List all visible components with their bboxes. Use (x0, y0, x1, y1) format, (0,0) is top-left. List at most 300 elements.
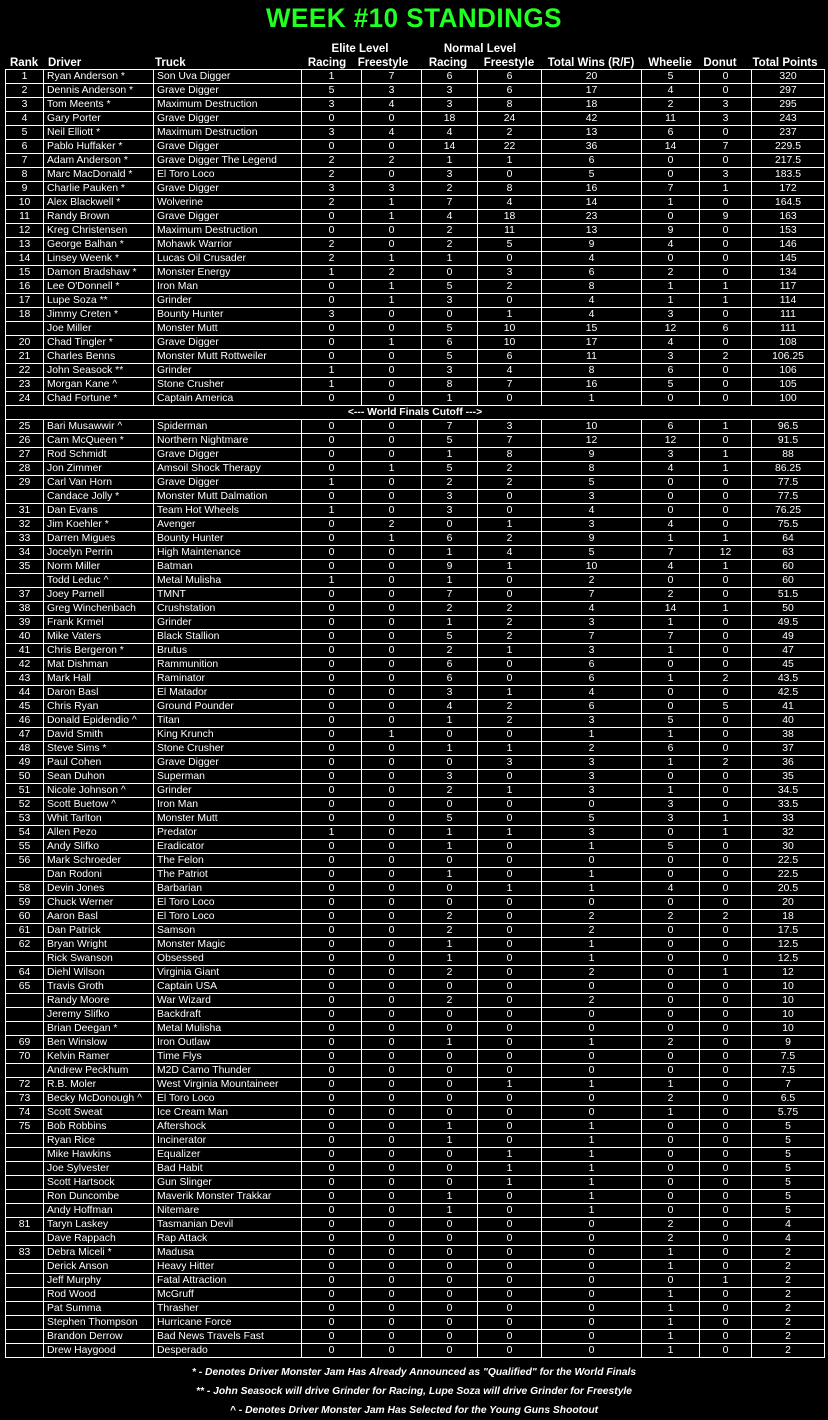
cell-total-points: 22.5 (751, 854, 825, 867)
cell-total-wins: 4 (541, 252, 641, 265)
cell-total-points: 2 (751, 1344, 825, 1357)
cell-driver: Dennis Anderson * (43, 84, 153, 97)
cell-wheelie: 14 (641, 602, 699, 615)
cell-truck: Grave Digger (153, 210, 301, 223)
table-row (5, 756, 825, 770)
cell-total-wins: 5 (541, 476, 641, 489)
cell-elite-freestyle: 0 (361, 378, 421, 391)
cell-donut: 0 (699, 1302, 751, 1315)
cell-rank: 64 (5, 966, 43, 979)
cell-normal-freestyle: 8 (477, 98, 541, 111)
cell-total-points: 49.5 (751, 616, 825, 629)
cell-wheelie: 0 (641, 826, 699, 839)
cell-wheelie: 5 (641, 840, 699, 853)
cell-normal-racing: 5 (421, 812, 477, 825)
cell-normal-racing: 5 (421, 350, 477, 363)
cell-wheelie: 1 (641, 1260, 699, 1273)
table-row (5, 238, 825, 252)
cell-elite-racing: 0 (301, 140, 361, 153)
cell-donut: 2 (699, 756, 751, 769)
cell-elite-racing: 0 (301, 490, 361, 503)
table-row (5, 1260, 825, 1274)
cell-driver: Alex Blackwell * (43, 196, 153, 209)
cell-normal-freestyle: 3 (477, 420, 541, 433)
cell-rank: 1 (5, 70, 43, 83)
cell-normal-freestyle: 24 (477, 112, 541, 125)
cell-normal-freestyle: 0 (477, 770, 541, 783)
cell-normal-freestyle: 2 (477, 280, 541, 293)
cell-normal-freestyle: 1 (477, 154, 541, 167)
cell-wheelie: 5 (641, 378, 699, 391)
cell-elite-racing: 0 (301, 294, 361, 307)
cell-normal-freestyle: 0 (477, 1344, 541, 1357)
cell-elite-freestyle: 0 (361, 868, 421, 881)
cell-normal-racing: 0 (421, 1344, 477, 1357)
cell-donut: 0 (699, 1190, 751, 1203)
cell-truck: Mohawk Warrior (153, 238, 301, 251)
cell-donut: 1 (699, 294, 751, 307)
cell-elite-freestyle: 0 (361, 924, 421, 937)
cell-elite-freestyle: 0 (361, 938, 421, 951)
header-wheelie: Wheelie (648, 57, 692, 69)
cell-elite-racing: 1 (301, 476, 361, 489)
cell-wheelie: 1 (641, 644, 699, 657)
cell-driver: Drew Haygood (43, 1344, 153, 1357)
table-row (5, 616, 825, 630)
cell-truck: Thrasher (153, 1302, 301, 1315)
cell-normal-freestyle: 0 (477, 1260, 541, 1273)
header-elite-racing: Racing (307, 57, 347, 69)
cell-total-points: 320 (751, 70, 825, 83)
table-row (5, 812, 825, 826)
table-row (5, 1176, 825, 1190)
cell-elite-racing: 0 (301, 868, 361, 881)
cell-donut: 0 (699, 504, 751, 517)
cell-normal-racing: 4 (421, 700, 477, 713)
cell-rank: 47 (5, 728, 43, 741)
cell-total-wins: 6 (541, 700, 641, 713)
cell-elite-racing: 1 (301, 266, 361, 279)
cell-elite-freestyle: 0 (361, 756, 421, 769)
cell-normal-racing: 3 (421, 98, 477, 111)
cell-elite-freestyle: 2 (361, 266, 421, 279)
cell-total-points: 12 (751, 966, 825, 979)
cell-truck: Brutus (153, 644, 301, 657)
cell-normal-racing: 3 (421, 686, 477, 699)
cell-truck: Grave Digger (153, 140, 301, 153)
cell-elite-racing: 0 (301, 462, 361, 475)
table-row (5, 1092, 825, 1106)
cell-driver: Rod Schmidt (43, 448, 153, 461)
cell-total-wins: 1 (541, 1190, 641, 1203)
cell-donut: 12 (699, 546, 751, 559)
cell-truck: Team Hot Wheels (153, 504, 301, 517)
cell-elite-racing: 0 (301, 1330, 361, 1343)
cell-normal-racing: 0 (421, 1022, 477, 1035)
cell-normal-racing: 0 (421, 854, 477, 867)
cell-total-points: 6.5 (751, 1092, 825, 1105)
cell-driver: Chuck Werner (43, 896, 153, 909)
table-row (5, 364, 825, 378)
cell-elite-freestyle: 0 (361, 714, 421, 727)
cell-truck: Ice Cream Man (153, 1106, 301, 1119)
cell-normal-racing: 7 (421, 196, 477, 209)
cell-rank: 5 (5, 126, 43, 139)
cell-truck: Raminator (153, 672, 301, 685)
cell-total-wins: 7 (541, 630, 641, 643)
cell-rank: 22 (5, 364, 43, 377)
cell-normal-racing: 5 (421, 280, 477, 293)
cell-total-wins: 0 (541, 1330, 641, 1343)
cell-truck: El Toro Loco (153, 1092, 301, 1105)
cell-elite-racing: 0 (301, 700, 361, 713)
cell-elite-freestyle: 0 (361, 1162, 421, 1175)
cell-elite-racing: 0 (301, 686, 361, 699)
cell-driver: Ryan Anderson * (43, 70, 153, 83)
table-row (5, 1008, 825, 1022)
cell-total-wins: 36 (541, 140, 641, 153)
cell-rank (5, 868, 43, 881)
cell-normal-freestyle: 0 (477, 1092, 541, 1105)
cell-normal-racing: 2 (421, 476, 477, 489)
cell-normal-racing: 0 (421, 882, 477, 895)
cell-donut: 0 (699, 714, 751, 727)
cell-total-wins: 3 (541, 490, 641, 503)
cell-elite-freestyle: 0 (361, 1036, 421, 1049)
cell-total-wins: 3 (541, 756, 641, 769)
cell-total-wins: 0 (541, 896, 641, 909)
cell-elite-racing: 0 (301, 644, 361, 657)
cell-total-points: 10 (751, 1022, 825, 1035)
cell-total-wins: 0 (541, 1288, 641, 1301)
cell-normal-racing: 6 (421, 336, 477, 349)
cell-elite-racing: 0 (301, 952, 361, 965)
cell-wheelie: 0 (641, 1274, 699, 1287)
cell-wheelie: 4 (641, 462, 699, 475)
cell-elite-freestyle: 0 (361, 1260, 421, 1273)
cell-rank: 25 (5, 420, 43, 433)
cell-total-points: 183.5 (751, 168, 825, 181)
cell-elite-racing: 0 (301, 728, 361, 741)
cell-donut: 0 (699, 1232, 751, 1245)
cell-rank: 69 (5, 1036, 43, 1049)
cell-elite-racing: 1 (301, 378, 361, 391)
cell-normal-freestyle: 0 (477, 168, 541, 181)
cell-driver: Neil Elliott * (43, 126, 153, 139)
cell-normal-racing: 5 (421, 322, 477, 335)
cell-total-wins: 5 (541, 168, 641, 181)
table-row (5, 504, 825, 518)
cell-normal-freestyle: 0 (477, 1330, 541, 1343)
cell-normal-freestyle: 7 (477, 378, 541, 391)
cell-elite-freestyle: 0 (361, 364, 421, 377)
cell-total-wins: 16 (541, 378, 641, 391)
cell-normal-freestyle: 10 (477, 322, 541, 335)
cell-driver: John Seasock ** (43, 364, 153, 377)
cell-elite-racing: 0 (301, 938, 361, 951)
cell-normal-racing: 6 (421, 532, 477, 545)
cell-driver: Dan Patrick (43, 924, 153, 937)
cell-rank: 81 (5, 1218, 43, 1231)
cell-truck: Grave Digger (153, 112, 301, 125)
cell-normal-racing: 6 (421, 658, 477, 671)
cell-wheelie: 1 (641, 784, 699, 797)
cell-total-points: 41 (751, 700, 825, 713)
cell-total-points: 43.5 (751, 672, 825, 685)
cell-elite-racing: 0 (301, 546, 361, 559)
cell-truck: Captain America (153, 392, 301, 405)
table-row (5, 896, 825, 910)
cell-truck: Incinerator (153, 1134, 301, 1147)
cell-normal-freestyle: 1 (477, 784, 541, 797)
cell-elite-racing: 0 (301, 616, 361, 629)
cell-total-points: 5 (751, 1176, 825, 1189)
cell-donut: 0 (699, 644, 751, 657)
cell-elite-freestyle: 0 (361, 1330, 421, 1343)
cell-normal-freestyle: 0 (477, 1134, 541, 1147)
cell-wheelie: 9 (641, 224, 699, 237)
cell-elite-freestyle: 0 (361, 476, 421, 489)
cell-driver: Devin Jones (43, 882, 153, 895)
cell-total-wins: 0 (541, 1218, 641, 1231)
cell-wheelie: 3 (641, 350, 699, 363)
cell-driver: Kelvin Ramer (43, 1050, 153, 1063)
cell-driver: Charles Benns (43, 350, 153, 363)
cell-elite-freestyle: 0 (361, 1302, 421, 1315)
cell-elite-racing: 0 (301, 896, 361, 909)
cell-normal-freestyle: 0 (477, 910, 541, 923)
cell-elite-freestyle: 0 (361, 1316, 421, 1329)
cell-total-points: 47 (751, 644, 825, 657)
cell-driver: Chris Bergeron * (43, 644, 153, 657)
cell-rank (5, 490, 43, 503)
cell-normal-freestyle: 0 (477, 1218, 541, 1231)
cell-truck: Wolverine (153, 196, 301, 209)
cell-driver: Stephen Thompson (43, 1316, 153, 1329)
cell-normal-racing: 2 (421, 784, 477, 797)
cell-normal-racing: 1 (421, 574, 477, 587)
cell-rank: 62 (5, 938, 43, 951)
cell-elite-freestyle: 0 (361, 616, 421, 629)
table-row (5, 532, 825, 546)
cell-total-points: 75.5 (751, 518, 825, 531)
table-row (5, 1106, 825, 1120)
cell-total-wins: 7 (541, 588, 641, 601)
cell-elite-freestyle: 0 (361, 686, 421, 699)
cell-wheelie: 2 (641, 266, 699, 279)
cell-donut: 0 (699, 1176, 751, 1189)
cell-elite-racing: 0 (301, 658, 361, 671)
cell-total-points: 42.5 (751, 686, 825, 699)
cell-truck: Bad Habit (153, 1162, 301, 1175)
cell-truck: El Matador (153, 686, 301, 699)
cell-rank (5, 1330, 43, 1343)
cell-elite-racing: 0 (301, 1064, 361, 1077)
cell-rank: 83 (5, 1246, 43, 1259)
cell-rank (5, 1064, 43, 1077)
cell-rank: 55 (5, 840, 43, 853)
cell-normal-freestyle: 10 (477, 336, 541, 349)
cell-elite-freestyle: 0 (361, 224, 421, 237)
cell-elite-freestyle: 0 (361, 1288, 421, 1301)
cell-total-points: 12.5 (751, 952, 825, 965)
cell-truck: Hurricane Force (153, 1316, 301, 1329)
cell-normal-freestyle: 0 (477, 812, 541, 825)
cell-normal-freestyle: 1 (477, 518, 541, 531)
cell-rank (5, 1134, 43, 1147)
cell-total-wins: 0 (541, 798, 641, 811)
cell-normal-freestyle: 0 (477, 490, 541, 503)
cell-elite-racing: 0 (301, 1134, 361, 1147)
cell-total-wins: 9 (541, 238, 641, 251)
cell-driver: Brian Deegan * (43, 1022, 153, 1035)
table-row (5, 966, 825, 980)
table-row (5, 994, 825, 1008)
cell-wheelie: 1 (641, 672, 699, 685)
cell-donut: 0 (699, 1050, 751, 1063)
cell-driver: Damon Bradshaw * (43, 266, 153, 279)
cell-total-points: 2 (751, 1246, 825, 1259)
cell-total-points: 146 (751, 238, 825, 251)
cell-normal-racing: 1 (421, 1120, 477, 1133)
cell-driver: R.B. Moler (43, 1078, 153, 1091)
cell-total-wins: 5 (541, 812, 641, 825)
cell-total-points: 50 (751, 602, 825, 615)
cell-wheelie: 0 (641, 1190, 699, 1203)
cell-normal-freestyle: 0 (477, 588, 541, 601)
cell-wheelie: 2 (641, 588, 699, 601)
cell-donut: 1 (699, 448, 751, 461)
table-row (5, 322, 825, 336)
cell-truck: Bounty Hunter (153, 532, 301, 545)
header-group-elite: Elite Level (331, 43, 389, 55)
cell-normal-freestyle: 1 (477, 686, 541, 699)
cell-elite-racing: 3 (301, 182, 361, 195)
cell-rank: 38 (5, 602, 43, 615)
cell-truck: Desperado (153, 1344, 301, 1357)
cell-donut: 1 (699, 182, 751, 195)
cell-total-points: 35 (751, 770, 825, 783)
cell-normal-freestyle: 2 (477, 700, 541, 713)
cell-elite-racing: 0 (301, 1078, 361, 1091)
cell-total-points: 64 (751, 532, 825, 545)
cell-driver: Pablo Huffaker * (43, 140, 153, 153)
cell-wheelie: 0 (641, 1162, 699, 1175)
cell-rank: 70 (5, 1050, 43, 1063)
table-row (5, 574, 825, 588)
cell-total-points: 51.5 (751, 588, 825, 601)
header-elite-freestyle: Freestyle (357, 57, 409, 69)
cell-normal-freestyle: 0 (477, 840, 541, 853)
cell-donut: 0 (699, 1078, 751, 1091)
cell-normal-racing: 3 (421, 490, 477, 503)
cell-elite-racing: 0 (301, 1162, 361, 1175)
cell-total-points: 33.5 (751, 798, 825, 811)
cell-driver: Sean Duhon (43, 770, 153, 783)
cell-elite-racing: 2 (301, 238, 361, 251)
cell-elite-freestyle: 0 (361, 1050, 421, 1063)
cell-rank: 18 (5, 308, 43, 321)
cell-total-wins: 2 (541, 994, 641, 1007)
cell-truck: Iron Man (153, 798, 301, 811)
standings-table (5, 41, 825, 1356)
cell-normal-freestyle: 0 (477, 252, 541, 265)
cell-donut: 2 (699, 672, 751, 685)
cell-total-wins: 1 (541, 1120, 641, 1133)
cell-elite-racing: 0 (301, 1204, 361, 1217)
cell-rank: 65 (5, 980, 43, 993)
cell-truck: Iron Outlaw (153, 1036, 301, 1049)
cell-total-points: 111 (751, 308, 825, 321)
cell-rank: 23 (5, 378, 43, 391)
cell-rank: 20 (5, 336, 43, 349)
cell-elite-racing: 0 (301, 714, 361, 727)
cell-normal-freestyle: 0 (477, 924, 541, 937)
table-row (5, 700, 825, 714)
cell-elite-racing: 0 (301, 602, 361, 615)
cell-total-wins: 3 (541, 616, 641, 629)
cell-normal-freestyle: 0 (477, 1246, 541, 1259)
cell-truck: Avenger (153, 518, 301, 531)
cell-total-wins: 3 (541, 644, 641, 657)
cell-rank: 72 (5, 1078, 43, 1091)
cell-normal-freestyle: 0 (477, 1302, 541, 1315)
cell-elite-freestyle: 0 (361, 392, 421, 405)
cell-elite-freestyle: 1 (361, 280, 421, 293)
table-row (5, 392, 825, 406)
cell-donut: 1 (699, 826, 751, 839)
cell-elite-racing: 0 (301, 1148, 361, 1161)
cell-total-wins: 10 (541, 420, 641, 433)
cell-elite-freestyle: 0 (361, 1176, 421, 1189)
cell-donut: 0 (699, 490, 751, 503)
cell-elite-racing: 0 (301, 1288, 361, 1301)
cell-donut: 0 (699, 1036, 751, 1049)
cell-rank: 49 (5, 756, 43, 769)
cell-normal-freestyle: 0 (477, 798, 541, 811)
cell-elite-freestyle: 0 (361, 490, 421, 503)
cell-truck: High Maintenance (153, 546, 301, 559)
cell-wheelie: 6 (641, 126, 699, 139)
cell-rank: 29 (5, 476, 43, 489)
cell-normal-racing: 0 (421, 266, 477, 279)
cell-total-points: 60 (751, 560, 825, 573)
cell-wheelie: 4 (641, 560, 699, 573)
cell-wheelie: 0 (641, 210, 699, 223)
cell-donut: 0 (699, 1260, 751, 1273)
cell-rank: 54 (5, 826, 43, 839)
cell-elite-racing: 3 (301, 98, 361, 111)
cell-total-wins: 3 (541, 784, 641, 797)
cell-donut: 9 (699, 210, 751, 223)
cell-elite-racing: 0 (301, 1260, 361, 1273)
cell-driver: Jon Zimmer (43, 462, 153, 475)
cell-elite-freestyle: 0 (361, 812, 421, 825)
cell-rank (5, 574, 43, 587)
cell-normal-racing: 1 (421, 392, 477, 405)
cell-normal-freestyle: 3 (477, 266, 541, 279)
cell-total-wins: 4 (541, 294, 641, 307)
cell-rank: 53 (5, 812, 43, 825)
cell-rank: 8 (5, 168, 43, 181)
cell-normal-freestyle: 0 (477, 1232, 541, 1245)
cell-wheelie: 1 (641, 1330, 699, 1343)
table-row (5, 630, 825, 644)
cell-wheelie: 0 (641, 1134, 699, 1147)
cell-total-wins: 1 (541, 1162, 641, 1175)
table-row (5, 266, 825, 280)
cell-wheelie: 0 (641, 392, 699, 405)
